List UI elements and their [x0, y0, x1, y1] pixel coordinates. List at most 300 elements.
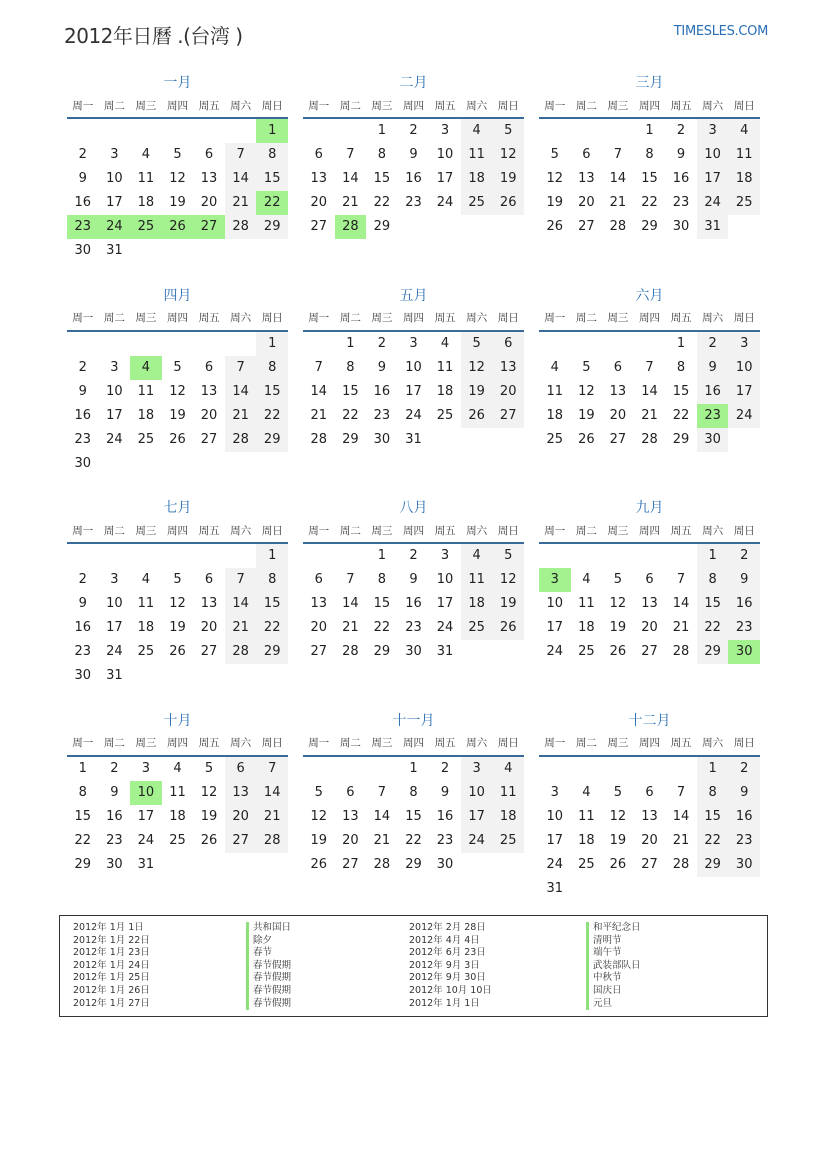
day-cell: 30 [436, 856, 454, 872]
day-cell: 9 [676, 147, 686, 162]
day-cell: 2 [377, 335, 387, 351]
day-cell: 9 [78, 596, 87, 611]
day-grid [539, 119, 760, 239]
weekday-header [67, 93, 288, 119]
day-cell: 29 [256, 215, 288, 239]
day-cell: 11 [137, 596, 155, 611]
weekday-label: 周二 [575, 737, 597, 749]
weekday-label: 周六 [230, 312, 252, 324]
weekday-label: 周五 [198, 312, 220, 324]
day-cell: 12 [609, 596, 627, 611]
day-cell: 2 [110, 760, 119, 776]
day-cell: 8 [377, 572, 387, 587]
holiday-name: 国庆日 [586, 985, 641, 998]
day-cell: 12 [609, 808, 627, 824]
weekday-label: 周一 [308, 737, 330, 749]
day-cell: 17 [546, 832, 564, 848]
weekday-label: 周二 [575, 524, 597, 537]
weekday-header [67, 518, 288, 544]
day-cell: 6 [314, 572, 323, 587]
weekday-label: 周六 [702, 524, 724, 537]
day-cell: 18 [436, 383, 454, 399]
day-cell: 19 [492, 167, 524, 191]
empty-day-cell [539, 757, 571, 781]
day-cell: 26 [169, 431, 186, 447]
day-cell: 9 [409, 572, 418, 587]
holiday-name: 春节假期 [246, 960, 291, 973]
empty-day-cell [67, 119, 99, 143]
day-cell: 9 [728, 781, 760, 805]
holiday-day-cell: 3 [539, 568, 571, 592]
day-cell: 29 [641, 219, 658, 234]
month-name: 六月 [635, 287, 664, 304]
day-cell: 23 [74, 431, 92, 447]
day-cell: 16 [436, 808, 454, 824]
holiday-name: 端午节 [586, 947, 641, 960]
day-cell: 17 [405, 383, 422, 399]
day-cell: 21 [672, 832, 690, 848]
day-cell: 16 [373, 383, 391, 399]
day-cell: 3 [440, 123, 450, 138]
empty-day-cell [571, 119, 603, 143]
day-cell: 20 [225, 805, 257, 829]
day-cell: 7 [613, 147, 623, 162]
day-cell: 22 [256, 616, 288, 640]
empty-day-cell [162, 544, 194, 568]
day-cell: 19 [310, 832, 328, 848]
empty-day-cell [303, 332, 335, 356]
holiday-date: 2012年 1月 22日 [73, 934, 150, 946]
weekday-label: 周二 [103, 524, 125, 537]
day-cell: 21 [225, 616, 257, 640]
day-cell: 7 [676, 572, 686, 587]
weekday-label: 周六 [230, 99, 252, 112]
day-cell: 22 [373, 620, 391, 635]
weekday-label: 周四 [166, 524, 188, 537]
day-cell: 17 [728, 380, 760, 404]
day-cell: 15 [342, 383, 359, 399]
weekday-label: 周三 [607, 524, 629, 537]
day-cell: 10 [106, 383, 123, 399]
empty-day-cell [193, 119, 225, 143]
day-cell: 10 [546, 596, 564, 611]
weekday-label: 周日 [261, 99, 283, 112]
weekday-label: 周四 [638, 737, 660, 749]
weekday-label: 周三 [371, 737, 393, 749]
day-cell: 1 [697, 544, 729, 568]
empty-day-cell [665, 544, 697, 568]
day-cell: 5 [173, 572, 182, 587]
day-cell: 3 [697, 119, 729, 143]
weekday-label: 周五 [198, 524, 220, 537]
day-cell: 27 [641, 856, 658, 872]
day-cell: 2 [728, 757, 760, 781]
day-cell: 1 [377, 123, 387, 138]
day-cell: 24 [461, 829, 493, 853]
holiday-date: 2012年 6月 23日 [409, 947, 486, 959]
day-cell: 30 [74, 455, 92, 471]
empty-day-cell [571, 332, 603, 356]
day-cell: 31 [697, 215, 729, 239]
day-cell: 4 [173, 760, 182, 776]
months-grid [67, 70, 760, 920]
holiday-name: 春节假期 [246, 998, 291, 1011]
day-cell: 6 [204, 147, 214, 162]
day-cell: 6 [645, 784, 654, 800]
weekday-label: 周日 [733, 737, 755, 749]
day-cell: 14 [672, 596, 690, 611]
day-cell: 1 [346, 335, 355, 351]
holiday-name: 武装部队日 [586, 960, 641, 973]
day-cell: 26 [200, 832, 218, 848]
weekday-label: 周三 [607, 737, 629, 749]
holiday-day-cell: 4 [130, 356, 162, 380]
weekday-label: 周日 [261, 524, 283, 537]
holiday-names-left [246, 922, 291, 1010]
day-cell: 25 [578, 856, 595, 872]
day-cell: 21 [225, 191, 257, 215]
day-cell: 12 [546, 171, 564, 186]
day-cell: 17 [106, 195, 123, 210]
weekday-label: 周一 [72, 737, 94, 749]
day-cell: 29 [373, 219, 391, 234]
day-cell: 23 [728, 616, 760, 640]
day-cell: 23 [728, 829, 760, 853]
day-cell: 2 [697, 332, 729, 356]
day-cell: 7 [645, 359, 654, 375]
day-cell: 27 [200, 644, 218, 659]
holiday-day-cell: 25 [130, 215, 162, 239]
day-cell: 24 [106, 644, 123, 659]
day-cell: 18 [578, 832, 595, 848]
weekday-label: 周五 [670, 312, 692, 324]
empty-day-cell [602, 544, 634, 568]
day-cell: 5 [492, 544, 524, 568]
weekday-label: 周二 [103, 737, 125, 749]
weekday-label: 周日 [733, 524, 755, 537]
day-cell: 12 [492, 143, 524, 167]
weekday-label: 周三 [135, 99, 157, 112]
day-cell: 7 [676, 784, 686, 800]
day-grid [67, 544, 288, 688]
day-cell: 31 [137, 856, 155, 872]
day-cell: 10 [106, 171, 123, 186]
day-cell: 27 [492, 404, 524, 428]
weekday-label: 周六 [466, 312, 488, 324]
day-cell: 9 [697, 356, 729, 380]
day-cell: 11 [461, 143, 493, 167]
day-cell: 7 [314, 359, 323, 375]
day-cell: 21 [672, 620, 690, 635]
day-cell: 14 [225, 380, 257, 404]
weekday-label: 周日 [497, 99, 519, 112]
day-cell: 19 [609, 832, 627, 848]
day-cell: 4 [141, 147, 151, 162]
weekday-label: 周一 [72, 312, 94, 324]
month-calendar [303, 70, 524, 283]
weekday-label: 周一 [308, 524, 330, 537]
day-cell: 5 [492, 119, 524, 143]
weekday-label: 周五 [670, 524, 692, 537]
day-cell: 12 [200, 784, 218, 800]
empty-day-cell [130, 119, 162, 143]
day-cell: 22 [697, 829, 729, 853]
weekday-label: 周五 [198, 99, 220, 112]
day-cell: 17 [436, 171, 454, 186]
weekday-label: 周六 [230, 524, 252, 537]
month-name: 四月 [163, 287, 192, 304]
day-cell: 5 [550, 147, 559, 162]
day-cell: 20 [200, 407, 218, 423]
empty-day-cell [303, 544, 335, 568]
day-cell: 2 [409, 123, 418, 138]
weekday-label: 周一 [544, 99, 566, 112]
day-cell: 20 [200, 195, 218, 210]
day-cell: 28 [373, 856, 391, 872]
day-grid [539, 332, 760, 452]
holiday-date: 2012年 1月 25日 [73, 972, 150, 984]
day-cell: 5 [461, 332, 493, 356]
empty-day-cell [130, 332, 162, 356]
weekday-label: 周二 [339, 524, 361, 537]
day-cell: 18 [137, 195, 155, 210]
month-calendar [67, 708, 288, 921]
day-cell: 8 [645, 147, 654, 162]
weekday-label: 周六 [466, 524, 488, 537]
day-cell: 23 [74, 644, 92, 659]
day-cell: 6 [645, 572, 654, 587]
day-cell: 20 [200, 620, 218, 635]
weekday-header [67, 731, 288, 757]
day-cell: 21 [225, 404, 257, 428]
day-cell: 30 [74, 243, 92, 258]
day-cell: 15 [256, 167, 288, 191]
empty-day-cell [225, 332, 257, 356]
day-cell: 25 [461, 616, 493, 640]
day-cell: 28 [225, 428, 257, 452]
holiday-day-cell: 28 [335, 215, 367, 239]
weekday-label: 周四 [402, 737, 424, 749]
day-cell: 11 [492, 781, 524, 805]
day-cell: 26 [546, 219, 564, 234]
day-cell: 14 [342, 171, 359, 186]
day-cell: 6 [582, 147, 591, 162]
day-cell: 26 [492, 191, 524, 215]
holiday-day-cell: 10 [130, 781, 162, 805]
day-cell: 1 [78, 760, 87, 776]
day-cell: 6 [204, 572, 214, 587]
empty-day-cell [99, 332, 131, 356]
day-cell: 28 [225, 215, 257, 239]
empty-day-cell [634, 332, 666, 356]
day-grid [67, 119, 288, 263]
day-cell: 5 [173, 147, 182, 162]
day-cell: 26 [169, 644, 186, 659]
weekday-label: 周二 [339, 312, 361, 324]
day-cell: 30 [672, 219, 690, 234]
day-cell: 30 [74, 668, 92, 683]
day-cell: 15 [697, 592, 729, 616]
day-cell: 28 [672, 856, 690, 872]
day-cell: 19 [578, 407, 595, 423]
holiday-name: 春节假期 [246, 972, 291, 985]
empty-day-cell [571, 757, 603, 781]
day-cell: 11 [578, 596, 595, 611]
day-cell: 29 [256, 640, 288, 664]
holiday-name: 中秋节 [586, 972, 641, 985]
day-cell: 30 [405, 644, 422, 659]
day-cell: 18 [546, 407, 564, 423]
weekday-label: 周五 [434, 99, 456, 112]
holiday-name: 和平纪念日 [586, 922, 641, 935]
empty-day-cell [539, 332, 571, 356]
weekday-header [539, 306, 760, 332]
day-cell: 8 [346, 359, 355, 375]
day-cell: 21 [342, 195, 359, 210]
weekday-label: 周日 [261, 737, 283, 749]
day-cell: 17 [137, 808, 155, 824]
holiday-date: 2012年 1月 27日 [73, 997, 150, 1009]
day-cell: 23 [672, 195, 690, 210]
day-cell: 5 [582, 359, 591, 375]
day-cell: 14 [225, 167, 257, 191]
day-cell: 8 [256, 568, 288, 592]
day-cell: 10 [546, 808, 564, 824]
weekday-label: 周一 [72, 99, 94, 112]
empty-day-cell [634, 757, 666, 781]
holiday-dates-left [73, 922, 233, 1010]
empty-day-cell [634, 544, 666, 568]
day-cell: 16 [728, 805, 760, 829]
day-cell: 4 [461, 119, 493, 143]
day-cell: 24 [106, 431, 123, 447]
holiday-day-cell: 24 [99, 215, 131, 239]
day-cell: 15 [256, 380, 288, 404]
empty-day-cell [99, 544, 131, 568]
weekday-label: 周一 [544, 524, 566, 537]
day-cell: 16 [697, 380, 729, 404]
weekday-label: 周三 [371, 99, 393, 112]
day-cell: 7 [256, 757, 288, 781]
month-name: 一月 [163, 75, 192, 91]
day-cell: 1 [676, 335, 686, 351]
day-cell: 1 [645, 123, 654, 138]
day-cell: 10 [106, 596, 123, 611]
holiday-date: 2012年 4月 4日 [409, 934, 480, 946]
day-cell: 21 [310, 407, 328, 423]
day-cell: 29 [697, 640, 729, 664]
day-cell: 22 [697, 616, 729, 640]
weekday-label: 周三 [371, 312, 393, 324]
day-cell: 25 [137, 644, 155, 659]
day-cell: 14 [609, 171, 627, 186]
day-cell: 23 [373, 407, 391, 423]
day-cell: 26 [461, 404, 493, 428]
day-cell: 27 [200, 431, 218, 447]
day-cell: 4 [728, 119, 760, 143]
empty-day-cell [571, 544, 603, 568]
day-grid [303, 544, 524, 664]
weekday-label: 周三 [607, 99, 629, 112]
empty-day-cell [225, 544, 257, 568]
weekday-label: 周日 [497, 737, 519, 749]
weekday-label: 周二 [103, 99, 125, 112]
day-cell: 2 [676, 123, 686, 138]
day-cell: 2 [440, 760, 450, 776]
weekday-header [303, 306, 524, 332]
weekday-label: 周二 [339, 99, 361, 112]
day-cell: 22 [405, 832, 422, 848]
day-cell: 24 [546, 856, 564, 872]
day-cell: 15 [405, 808, 422, 824]
month-calendar [539, 70, 760, 283]
month-calendar [303, 495, 524, 708]
holiday-day-cell: 23 [67, 215, 99, 239]
day-cell: 15 [373, 596, 391, 611]
day-cell: 24 [697, 191, 729, 215]
day-cell: 25 [436, 407, 454, 423]
day-cell: 15 [74, 808, 92, 824]
page-title: 2012年日曆 .(台湾 ) [64, 24, 243, 48]
day-cell: 28 [641, 431, 658, 447]
weekday-label: 周四 [638, 524, 660, 537]
day-cell: 24 [546, 644, 564, 659]
day-cell: 10 [405, 359, 422, 375]
day-cell: 15 [672, 383, 690, 399]
day-cell: 22 [74, 832, 92, 848]
day-cell: 18 [169, 808, 186, 824]
holiday-date: 2012年 10月 10日 [409, 984, 492, 996]
day-cell: 17 [546, 620, 564, 635]
day-cell: 23 [106, 832, 123, 848]
month-name: 八月 [399, 500, 428, 516]
day-cell: 13 [200, 171, 218, 186]
day-cell: 19 [546, 195, 564, 210]
holiday-names-right [586, 922, 641, 1010]
day-cell: 22 [256, 404, 288, 428]
day-cell: 5 [613, 572, 623, 587]
holiday-list [59, 915, 768, 1017]
day-cell: 25 [492, 829, 524, 853]
weekday-label: 周二 [339, 737, 361, 749]
weekday-label: 周四 [166, 99, 188, 112]
empty-day-cell [67, 544, 99, 568]
empty-day-cell [193, 332, 225, 356]
day-cell: 19 [169, 407, 186, 423]
day-cell: 5 [613, 784, 623, 800]
holiday-day-cell: 22 [256, 191, 288, 215]
weekday-label: 周日 [733, 99, 755, 112]
day-cell: 25 [728, 191, 760, 215]
weekday-label: 周日 [497, 312, 519, 324]
day-cell: 27 [310, 219, 328, 234]
holiday-date: 2012年 9月 30日 [409, 972, 486, 984]
day-cell: 18 [461, 167, 493, 191]
day-cell: 5 [204, 760, 214, 776]
day-cell: 18 [492, 805, 524, 829]
day-cell: 11 [436, 359, 454, 375]
brand-link[interactable]: TIMESLES.COM [673, 24, 768, 39]
month-calendar [539, 708, 760, 921]
weekday-label: 周四 [402, 312, 424, 324]
weekday-label: 周一 [72, 524, 94, 537]
holiday-date: 2012年 1月 24日 [73, 959, 150, 971]
day-cell: 27 [310, 644, 328, 659]
day-cell: 17 [461, 805, 493, 829]
weekday-label: 周三 [135, 312, 157, 324]
weekday-header [303, 731, 524, 757]
month-name: 十二月 [628, 712, 671, 729]
